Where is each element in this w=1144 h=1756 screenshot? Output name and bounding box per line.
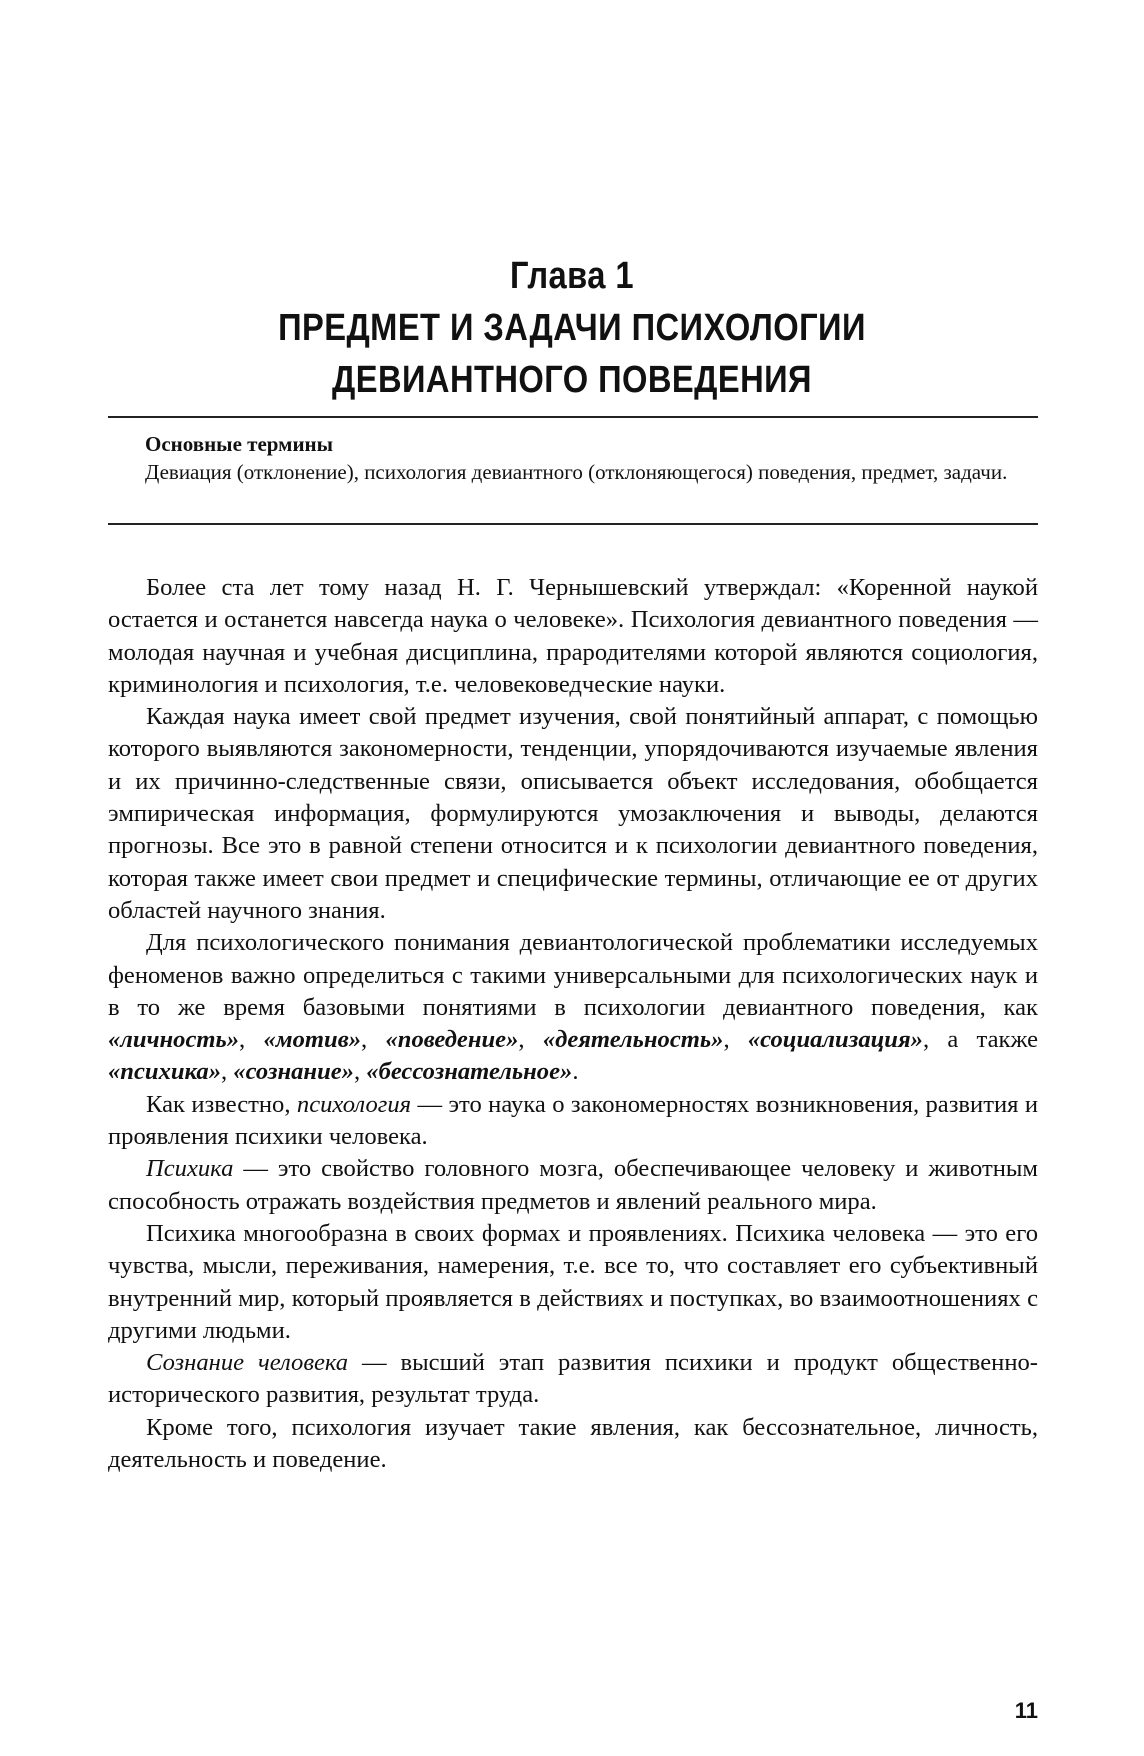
paragraph-5 (108, 1153, 1038, 1218)
key-terms-heading: Основные термины (145, 432, 334, 456)
term-unconscious: «бессознательное» (366, 1058, 573, 1086)
term-psyche: «психика» (108, 1058, 221, 1086)
paragraph-5-rest: — это свойство головного мозга, обеспечивающее человеку и животным способность отражать воздействия предметов и явлений реального мира. (108, 1155, 1038, 1215)
terms-top-rule (108, 416, 1038, 418)
paragraph-7-rest: — высший этап развития психики и продукт общественно-исторического развития, результат труда. (108, 1349, 1038, 1409)
separator: , (723, 1026, 748, 1054)
term-personality: «личность» (108, 1026, 240, 1054)
term-socialization: «социализация» (747, 1026, 923, 1054)
term-motive: «мотив» (263, 1026, 362, 1054)
term-psychology: психология (296, 1090, 412, 1118)
paragraph-3-end: . (572, 1058, 579, 1086)
term-behavior: «поведение» (385, 1026, 519, 1054)
paragraph-4 (108, 1089, 1038, 1154)
paragraph-3-lead: Для психологического понимания девиантологической проблематики исследуемых феноменов важно определиться с такими универсальными для психологических наук и в то же время базовыми понятиями в психологии девиантного поведения, как (108, 929, 1038, 1021)
body-text (108, 572, 1038, 1476)
term-consciousness: «сознание» (233, 1058, 354, 1086)
separator: , (518, 1026, 543, 1054)
separator: , а также (922, 1026, 1039, 1054)
term-activity: «деятельность» (542, 1026, 724, 1054)
term-psyche-definition: Психика (146, 1155, 234, 1183)
separator: , (221, 1058, 234, 1086)
paragraph-3 (108, 927, 1038, 1088)
term-human-consciousness: Сознание человека (146, 1349, 349, 1377)
paragraph-1: Более ста лет тому назад Н. Г. Чернышевский утверждал: «Коренной наукой остается и останется навсегда наука о человеке». Психология девиантного поведения — молодая научная и учебная дисциплина, прародителями которой являются социология, криминология и психология, т.е. человековедческие науки. (108, 574, 1038, 698)
paragraph-6: Психика многообразна в своих формах и проявлениях. Психика человека — это его чувства, мысли, переживания, намерения, т.е. все то, что составляет его субъективный внутренний мир, который проявляется в действиях и поступках, во взаимоотношениях с другими людьми. (108, 1219, 1038, 1344)
paragraph-7 (108, 1347, 1038, 1412)
paragraph-4-rest: — это наука о закономерностях возникновения, развития и проявления психики человека. (108, 1090, 1039, 1151)
paragraph-4-lead: Как известно, (146, 1090, 297, 1118)
chapter-title (80, 302, 1064, 406)
paragraph-8: Кроме того, психология изучает такие явления, как бессознательное, личность, деятельность и поведение. (108, 1413, 1038, 1474)
page-number: 11 (1014, 1698, 1038, 1723)
separator: , (353, 1058, 367, 1086)
separator: , (361, 1026, 386, 1054)
separator: , (239, 1026, 264, 1054)
chapter-label: Глава 1 (510, 255, 634, 297)
chapter-title-line-1: ПРЕДМЕТ И ЗАДАЧИ ПСИХОЛОГИИ (278, 307, 866, 349)
chapter-title-line-2: ДЕВИАНТНОГО ПОВЕДЕНИЯ (332, 359, 812, 401)
paragraph-2: Каждая наука имеет свой предмет изучения, свой понятийный аппарат, с помощью которого выявляются закономерности, тенденции, упорядочиваются изучаемые явления и их причинно-следственные связи, описывается объект исследования, обобщается эмпирическая информация, формулируются умозаключения и выводы, делаются прогнозы. Все это в равной степени относится и к психологии девиантного поведения, которая также имеет свои предмет и специфические термины, отличающие ее от других областей научного знания. (108, 703, 1038, 924)
key-terms-text: Девиация (отклонение), психология девиантного (отклоняющегося) поведения, предмет, задачи. (145, 460, 1008, 484)
terms-bottom-rule (108, 523, 1038, 525)
